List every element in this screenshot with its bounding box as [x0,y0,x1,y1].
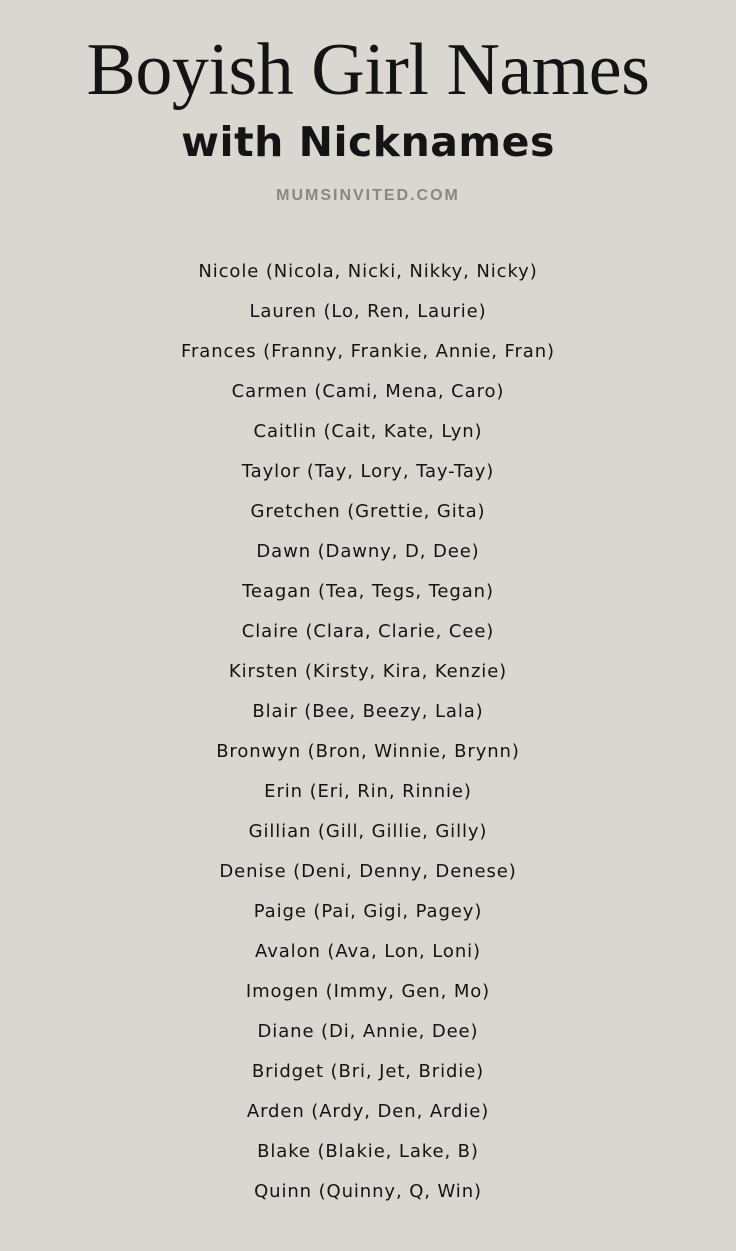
list-item: Nicole (Nicola, Nicki, Nikky, Nicky) [198,261,538,282]
list-item: Avalon (Ava, Lon, Loni) [255,941,481,962]
list-item: Lauren (Lo, Ren, Laurie) [249,301,487,322]
list-item: Carmen (Cami, Mena, Caro) [231,381,505,402]
list-item: Bronwyn (Bron, Winnie, Brynn) [216,741,520,762]
list-item: Taylor (Tay, Lory, Tay-Tay) [241,461,495,482]
site-watermark: MUMSINVITED.COM [276,187,460,204]
list-item: Caitlin (Cait, Kate, Lyn) [253,421,483,442]
list-item: Imogen (Immy, Gen, Mo) [245,981,491,1002]
list-item: Arden (Ardy, Den, Ardie) [246,1101,490,1122]
list-item: Gillian (Gill, Gillie, Gilly) [248,821,488,842]
list-item: Diane (Di, Annie, Dee) [257,1021,479,1042]
list-item: Blake (Blakie, Lake, B) [257,1141,479,1162]
list-item: Quinn (Quinny, Q, Win) [254,1181,482,1202]
list-item: Denise (Deni, Denny, Denese) [219,861,517,882]
page-subtitle: with Nicknames [181,118,555,166]
list-item: Teagan (Tea, Tegs, Tegan) [242,581,494,602]
name-list [0,252,736,1212]
list-item: Gretchen (Grettie, Gita) [250,501,486,522]
page-title: Boyish Girl Names [86,29,650,111]
list-item: Bridget (Bri, Jet, Bridie) [251,1061,485,1082]
list-item: Claire (Clara, Clarie, Cee) [241,621,495,642]
list-item: Erin (Eri, Rin, Rinnie) [264,781,472,802]
list-item: Frances (Franny, Frankie, Annie, Fran) [181,341,555,362]
list-item: Kirsten (Kirsty, Kira, Kenzie) [228,661,508,682]
list-item: Dawn (Dawny, D, Dee) [256,541,480,562]
list-item: Blair (Bee, Beezy, Lala) [252,701,484,722]
list-item: Paige (Pai, Gigi, Pagey) [253,901,483,922]
